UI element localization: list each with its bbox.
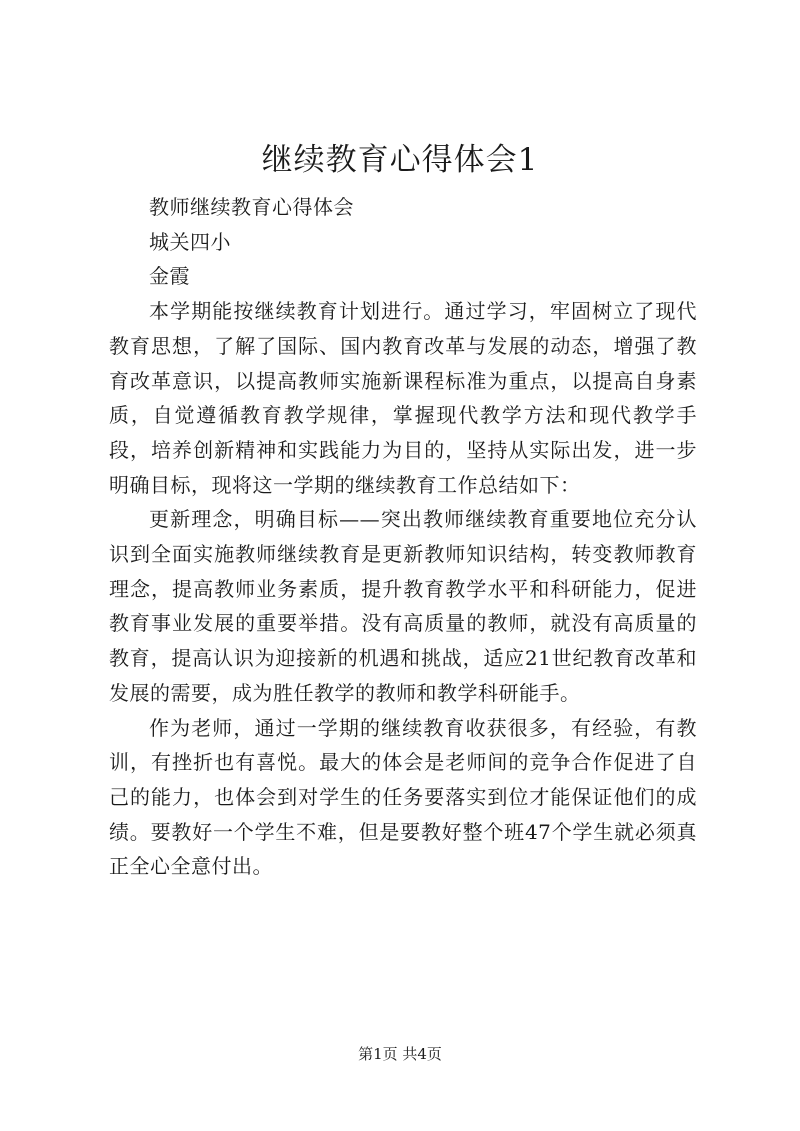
document-title: 继续教育心得体会1 <box>261 142 539 178</box>
body-paragraph: 作为老师，通过一学期的继续教育收获很多，有经验，有教训，有挫折也有喜悦。最大的体会是老师间的竞争合作促进了自己的能力，也体会到对学生的任务要落实到位才能保证他们的成绩。要教好一个学生不难，但是要教好整个班47个学生就必须真正全心全意付出。 <box>109 715 697 879</box>
school-paragraph: 城关四小 <box>149 229 231 254</box>
author-paragraph: 金霞 <box>149 264 190 289</box>
body-paragraph: 本学期能按继续教育计划进行。通过学习，牢固树立了现代教育思想，了解了国际、国内教育改革与发展的动态，增强了教育改革意识，以提高教师实施新课程标准为重点，以提高自身素质，自觉遵循教育教学规律，掌握现代教学方法和现代教学手段，培养创新精神和实践能力为目的，坚持从实际出发，进一步明确目标，现将这一学期的继续教育工作总结如下： <box>109 299 697 497</box>
body-paragraph: 更新理念，明确目标——突出教师继续教育重要地位充分认识到全面实施教师继续教育是更新教师知识结构，转变教师教育理念，提高教师业务素质，提升教育教学水平和科研能力，促进教育事业发展的重要举措。没有高质量的教师，就没有高质量的教育，提高认识为迎接新的机遇和挑战，适应21世纪教育改革和发展的需要，成为胜任教学的教师和教学科研能手。 <box>109 507 697 705</box>
subtitle-paragraph: 教师继续教育心得体会 <box>149 195 354 219</box>
page-footer: 第1页 共4页 <box>358 1045 442 1063</box>
document-body <box>109 190 697 884</box>
